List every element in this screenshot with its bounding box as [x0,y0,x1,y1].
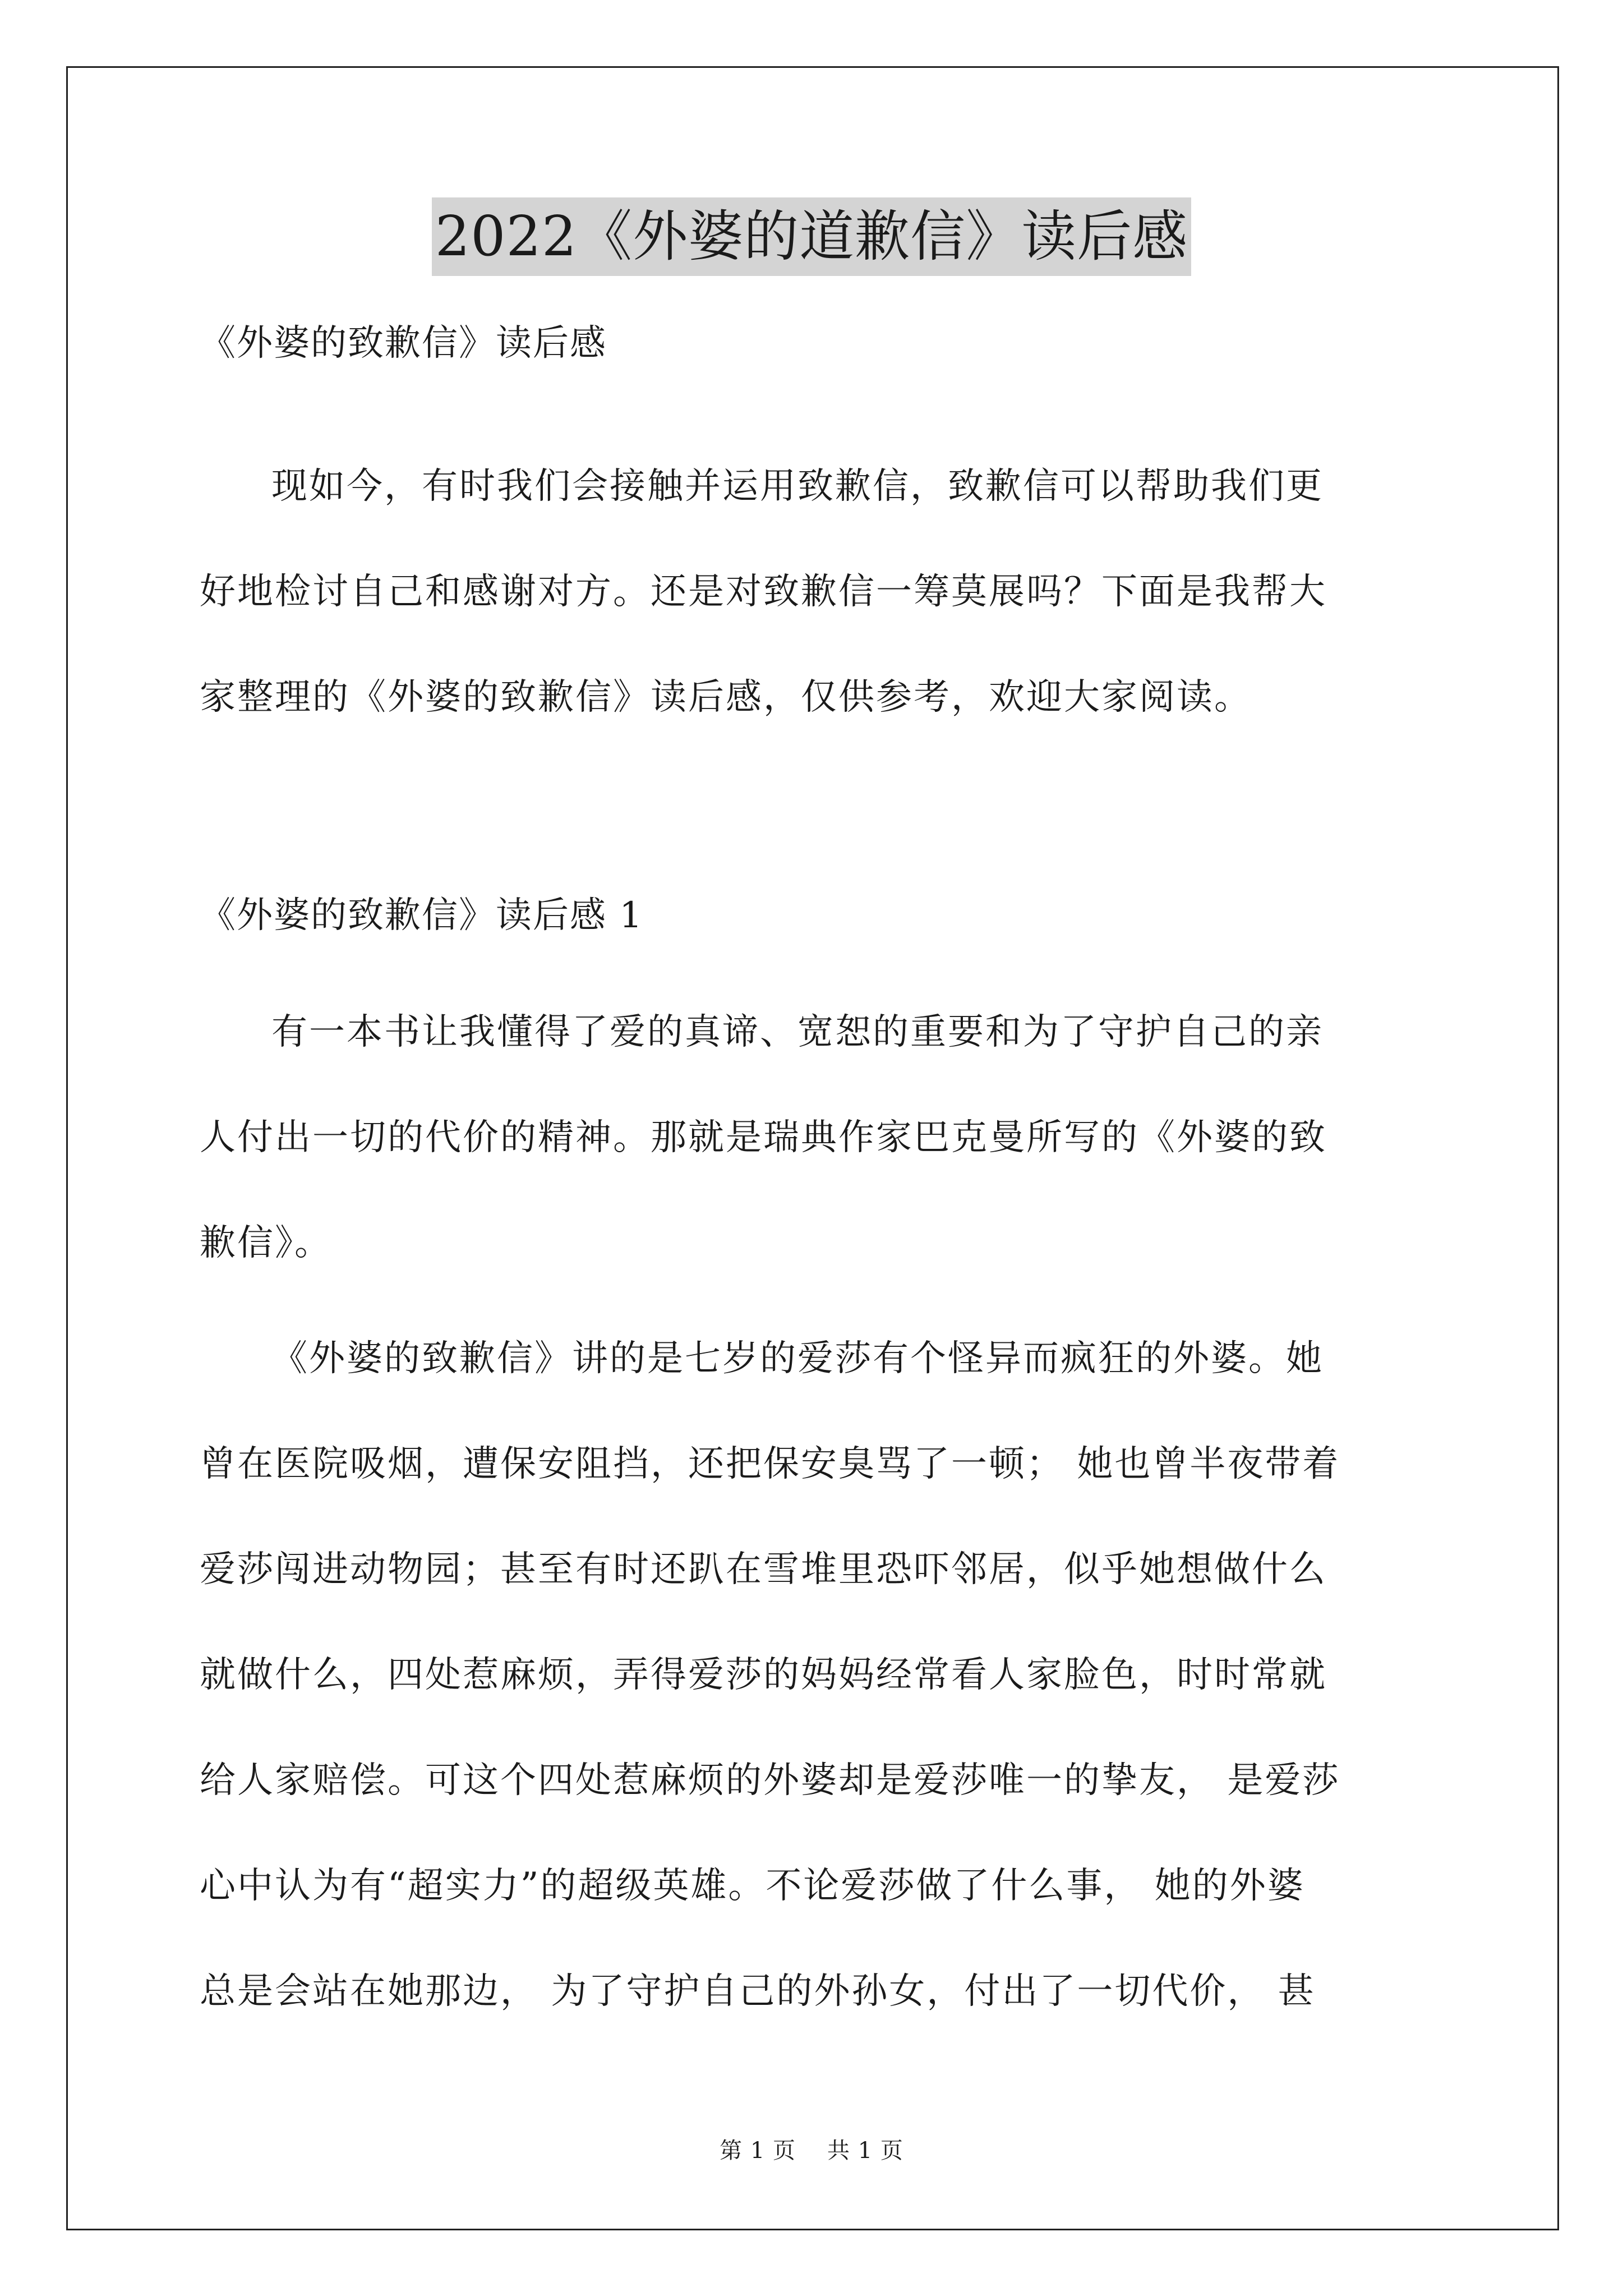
page-footer [0,2133,1623,2165]
document-subtitle: 《外婆的致歉信》读后感 [200,323,607,364]
page-number: 第 1 页 [720,2138,796,2164]
document-title: 2022《外婆的道歉信》读后感 [432,197,1191,276]
paragraph-line: 爱莎闯进动物园；甚至有时还趴在雪堆里恐吓邻居，似乎她想做什么 [200,1549,1327,1590]
paragraph-line: 心中认为有“超实力”的超级英雄。不论爱莎做了什么事， 她的外婆 [200,1865,1305,1907]
paragraph-line: 歉信》。 [200,1222,332,1264]
intro-line: 好地检讨自己和感谢对方。还是对致歉信一筹莫展吗？下面是我帮大 [200,571,1327,613]
paragraph-line: 总是会站在她那边， 为了守护自己的外孙女，付出了一切代价， 甚 [200,1971,1316,2012]
paragraph-line: 给人家赔偿。可这个四处惹麻烦的外婆却是爱莎唯一的挚友， 是爱莎 [200,1760,1340,1801]
paragraph-line: 《外婆的致歉信》讲的是七岁的爱莎有个怪异而疯狂的外婆。她 [271,1338,1324,1379]
paragraph-line: 有一本书让我懂得了爱的真谛、宽恕的重要和为了守护自己的亲 [271,1011,1324,1053]
paragraph-line: 人付出一切的代价的精神。那就是瑞典作家巴克曼所写的《外婆的致 [200,1117,1327,1158]
title-container [0,197,1623,276]
page-total: 共 1 页 [827,2138,903,2164]
section-heading: 《外婆的致歉信》读后感 1 [200,895,644,936]
intro-line: 现如今，有时我们会接触并运用致歉信，致歉信可以帮助我们更 [271,466,1324,507]
paragraph-line: 就做什么，四处惹麻烦，弄得爱莎的妈妈经常看人家脸色，时时常就 [200,1654,1327,1696]
intro-line: 家整理的《外婆的致歉信》读后感，仅供参考，欢迎大家阅读。 [200,677,1252,718]
paragraph-line: 曾在医院吸烟，遭保安阻挡，还把保安臭骂了一顿； 她也曾半夜带着 [200,1443,1340,1485]
